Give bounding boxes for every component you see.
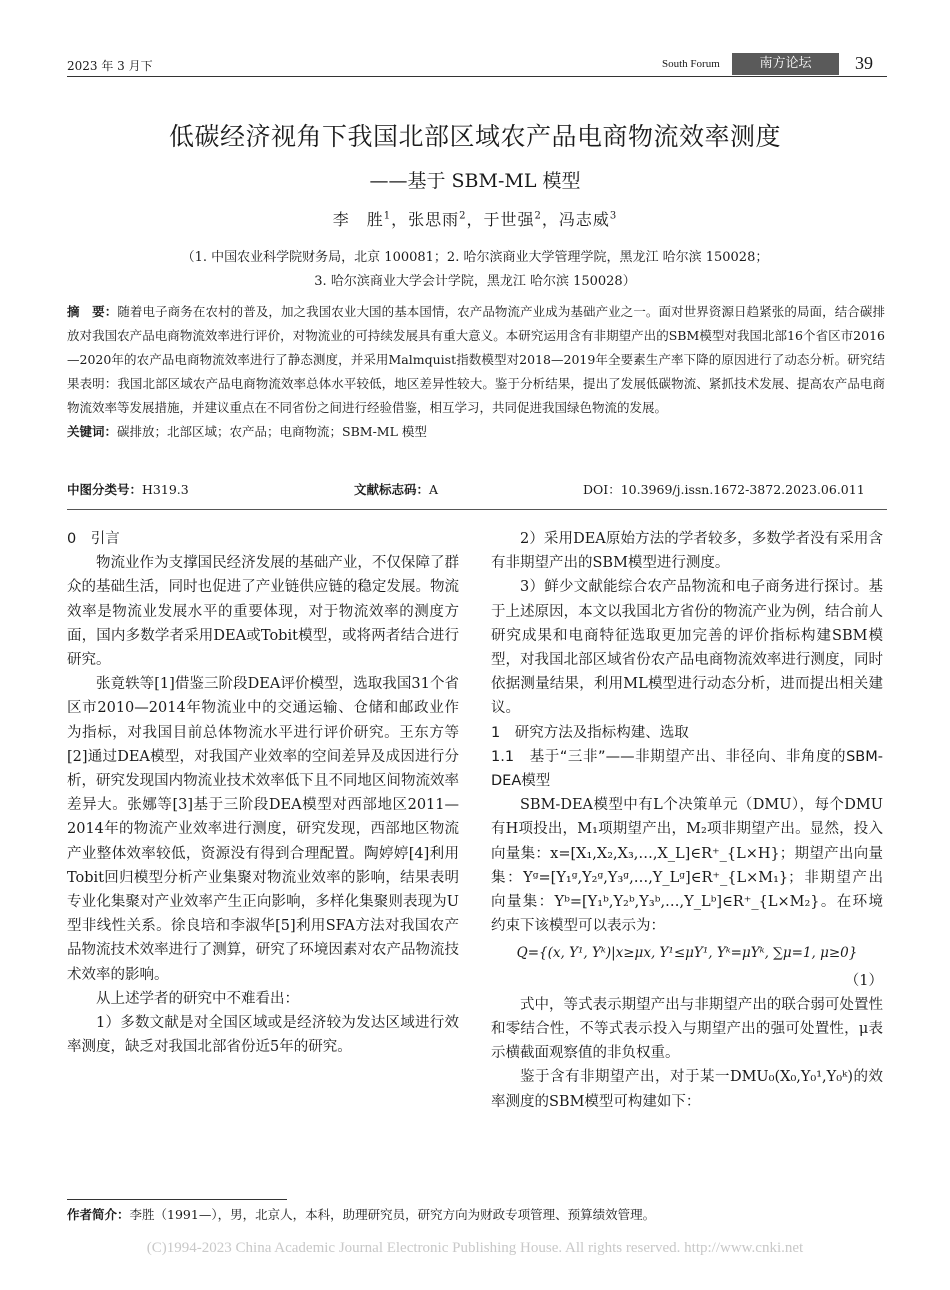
author-affil-mark: 3 (609, 210, 618, 222)
author-name: 李 胜 (332, 210, 384, 229)
author-name: 张思雨 (408, 210, 460, 229)
paragraph: 式中，等式表示期望产出与非期望产出的联合弱可处置性和零结合性，不等式表示投入与期望产出的强可处置性，μ表示横截面观察值的非负权重。 (491, 996, 883, 1062)
paragraph: 张竟轶等[1]借鉴三阶段DEA评价模型，选取我国31个省区市2010—2014年物流业中的交通运输、仓储和邮政业作为指标，对我国目前总体物流水平进行评价研究。王东方等[2]通过DEA模型，对我国产业效率的空间差异及成因进行分析，研究发现国内物流业技术效率低下且不同地区间物流效率差异大。张娜等[3]基于三阶段DEA模型对西部地区2011—2014年的物流产业效率进行测度，研究发现，西部地区物流产业整体效率较低，资源没有得到合理配置。陶婷婷[4]利用Tobit回归模型分析产业集聚对物流业效率的影响，结果表明专业化集聚对产业效率产生正向影响，多样化集聚则表现为U型非线性关系。徐良培和李淑华[5]利用SFA方法对我国农产品物流技术效率进行了测算，研究了环境因素对农产品物流技术效率的影响。 (67, 676, 459, 983)
footnote-text: 李胜（1991—），男，北京人，本科，助理研究员，研究方向为财政专项管理、预算绩效管理。 (129, 1207, 656, 1222)
keywords-text: 碳排放；北部区域；农产品；电商物流；SBM-ML 模型 (117, 424, 427, 439)
abstract-divider (67, 509, 887, 510)
doi: DOI：10.3969/j.issn.1672-3872.2023.06.011 (583, 482, 865, 497)
page-number: 39 (855, 53, 873, 73)
journal-name-en: South Forum (662, 58, 720, 70)
abstract-text: 随着电子商务在农村的普及，加之我国农业大国的基本国情，农产品物流产业成为基础产业之一。面对世界资源日趋紧张的局面，结合碳排放对我国农产品电商物流效率进行评价，对物流业的可持续发展具有重大意义。本研究运用含有非期望产出的SBM模型对我国北部16个省区市2016—2020年的农产品电商物流效率进行了静态测度，并采用Malmquist指数模型对2018—2019年全要素生产率下降的原因进行了动态分析。研究结果表明：我国北部区域农产品电商物流效率总体水平较低，地区差异性较大。鉴于分析结果，提出了发展低碳物流、紧抓技术发展、提高农产品电商物流效率等发展措施，并建议重点在不同省份之间进行经验借鉴，相互学习，共同促进我国绿色物流的发展。 (67, 304, 885, 415)
equation-number: （1） (844, 972, 883, 989)
section-heading: 1 研究方法及指标构建、选取 (491, 724, 689, 741)
paragraph: SBM-DEA模型中有L个决策单元（DMU），每个DMU有H项投出，M₁项期望产出，M₂项非期望产出。显然，投入向量集：x=[X₁,X₂,X₃,…,X_L]∈R⁺_{L×H}；期望产出向量集：Yᵍ=[Y₁ᵍ,Y₂ᵍ,Y₃ᵍ,…,Y_Lᵍ]∈R⁺_{L×M₁}；非期望产出向量集：Yᵇ=[Y₁ᵇ,Y₂ᵇ,Y₃ᵇ,…,Y_Lᵇ]∈R⁺_{L×M₂}。在环境约束下该模型可以表示为： (491, 797, 883, 935)
author-affil-mark: 1 (383, 210, 392, 222)
issue-date: 2023 年 3 月下 (67, 59, 153, 73)
subsection-heading: 1.1 基于“三非”——非期望产出、非径向、非角度的SBM-DEA模型 (491, 748, 883, 790)
paper-subtitle: ——基于 SBM-ML 模型 (369, 170, 581, 192)
paragraph: 鉴于含有非期望产出，对于某一DMU₀(X₀,Y₀¹,Y₀ᵏ)的效率测度的SBM模型可构建如下： (491, 1069, 883, 1110)
paragraph: 1）多数文献是对全国区域或是经济较为发达区域进行效率测度，缺乏对我国北部省份近5年的研究。 (67, 1015, 459, 1056)
keywords-label: 关键词： (67, 424, 118, 439)
paragraph: 物流业作为支撑国民经济发展的基础产业，不仅保障了群众的基础生活，同时也促进了产业链供应链的稳定发展。物流效率是物流业发展水平的重要体现，对于物流效率的测度方面，国内多数学者采用DEA或Tobit模型，或将两者结合进行研究。 (67, 555, 459, 669)
left-column (67, 527, 459, 1059)
doc-code-label: 文献标志码： (354, 482, 430, 497)
equation: Q={(x, Y¹, Yᵏ)|x≥μx, Y¹≤μY¹, Yᵏ=μYᵏ, ∑μ=1, μ≥0} (516, 945, 858, 962)
footnote-label: 作者简介： (67, 1207, 130, 1222)
copyright-watermark: (C)1994-2023 China Academic Journal Electronic Publishing House. All rights reserved. http://www.cnki.net (146, 1240, 804, 1256)
paper-title: 低碳经济视角下我国北部区域农产品电商物流效率测度 (168, 122, 781, 151)
clc-number (67, 480, 189, 498)
footnote-divider (67, 1199, 287, 1200)
paragraph: 2）采用DEA原始方法的学者较多，多数学者没有采用含有非期望产出的SBM模型进行测度。 (491, 531, 883, 572)
right-column (491, 527, 883, 1114)
journal-name-badge: 南方论坛 (732, 53, 839, 75)
section-heading: 0 引言 (67, 531, 120, 547)
document-code (354, 480, 438, 498)
paragraph: 3）鲜少文献能综合农产品物流和电子商务进行探讨。基于上述原因，本文以我国北方省份的物流产业为例，结合前人研究成果和电商特征选取更加完善的评价指标构建SBM模型，对我国北部区域省份农产品电商物流效率进行测度，同时依据测量结果，利用ML模型进行动态分析，进而提出相关建议。 (491, 579, 883, 717)
paragraph: 从上述学者的研究中不难看出： (96, 990, 299, 1007)
abstract-label: 摘 要： (67, 304, 118, 319)
author-affil-mark: 2 (459, 210, 467, 222)
author-bio-footnote (67, 1205, 655, 1223)
affiliation-line: （1. 中国农业科学院财务局，北京 100081；2. 哈尔滨商业大学管理学院，黑龙江 哈尔滨 150028； (181, 250, 769, 265)
abstract (67, 300, 885, 444)
author-list: 李 胜$^1$，张思雨$^2$，于世强$^2$，冯志威$^3$ (332, 210, 618, 229)
affiliation-line: 3. 哈尔滨商业大学会计学院，黑龙江 哈尔滨 150028） (314, 274, 636, 289)
clc-value: H319.3 (142, 482, 189, 497)
author-name: 冯志威 (558, 210, 610, 229)
header-divider (67, 76, 887, 77)
author-affil-mark: 2 (534, 210, 542, 222)
author-name: 于世强 (483, 210, 535, 229)
doc-code-value: A (429, 482, 439, 497)
clc-label: 中图分类号： (67, 482, 143, 497)
